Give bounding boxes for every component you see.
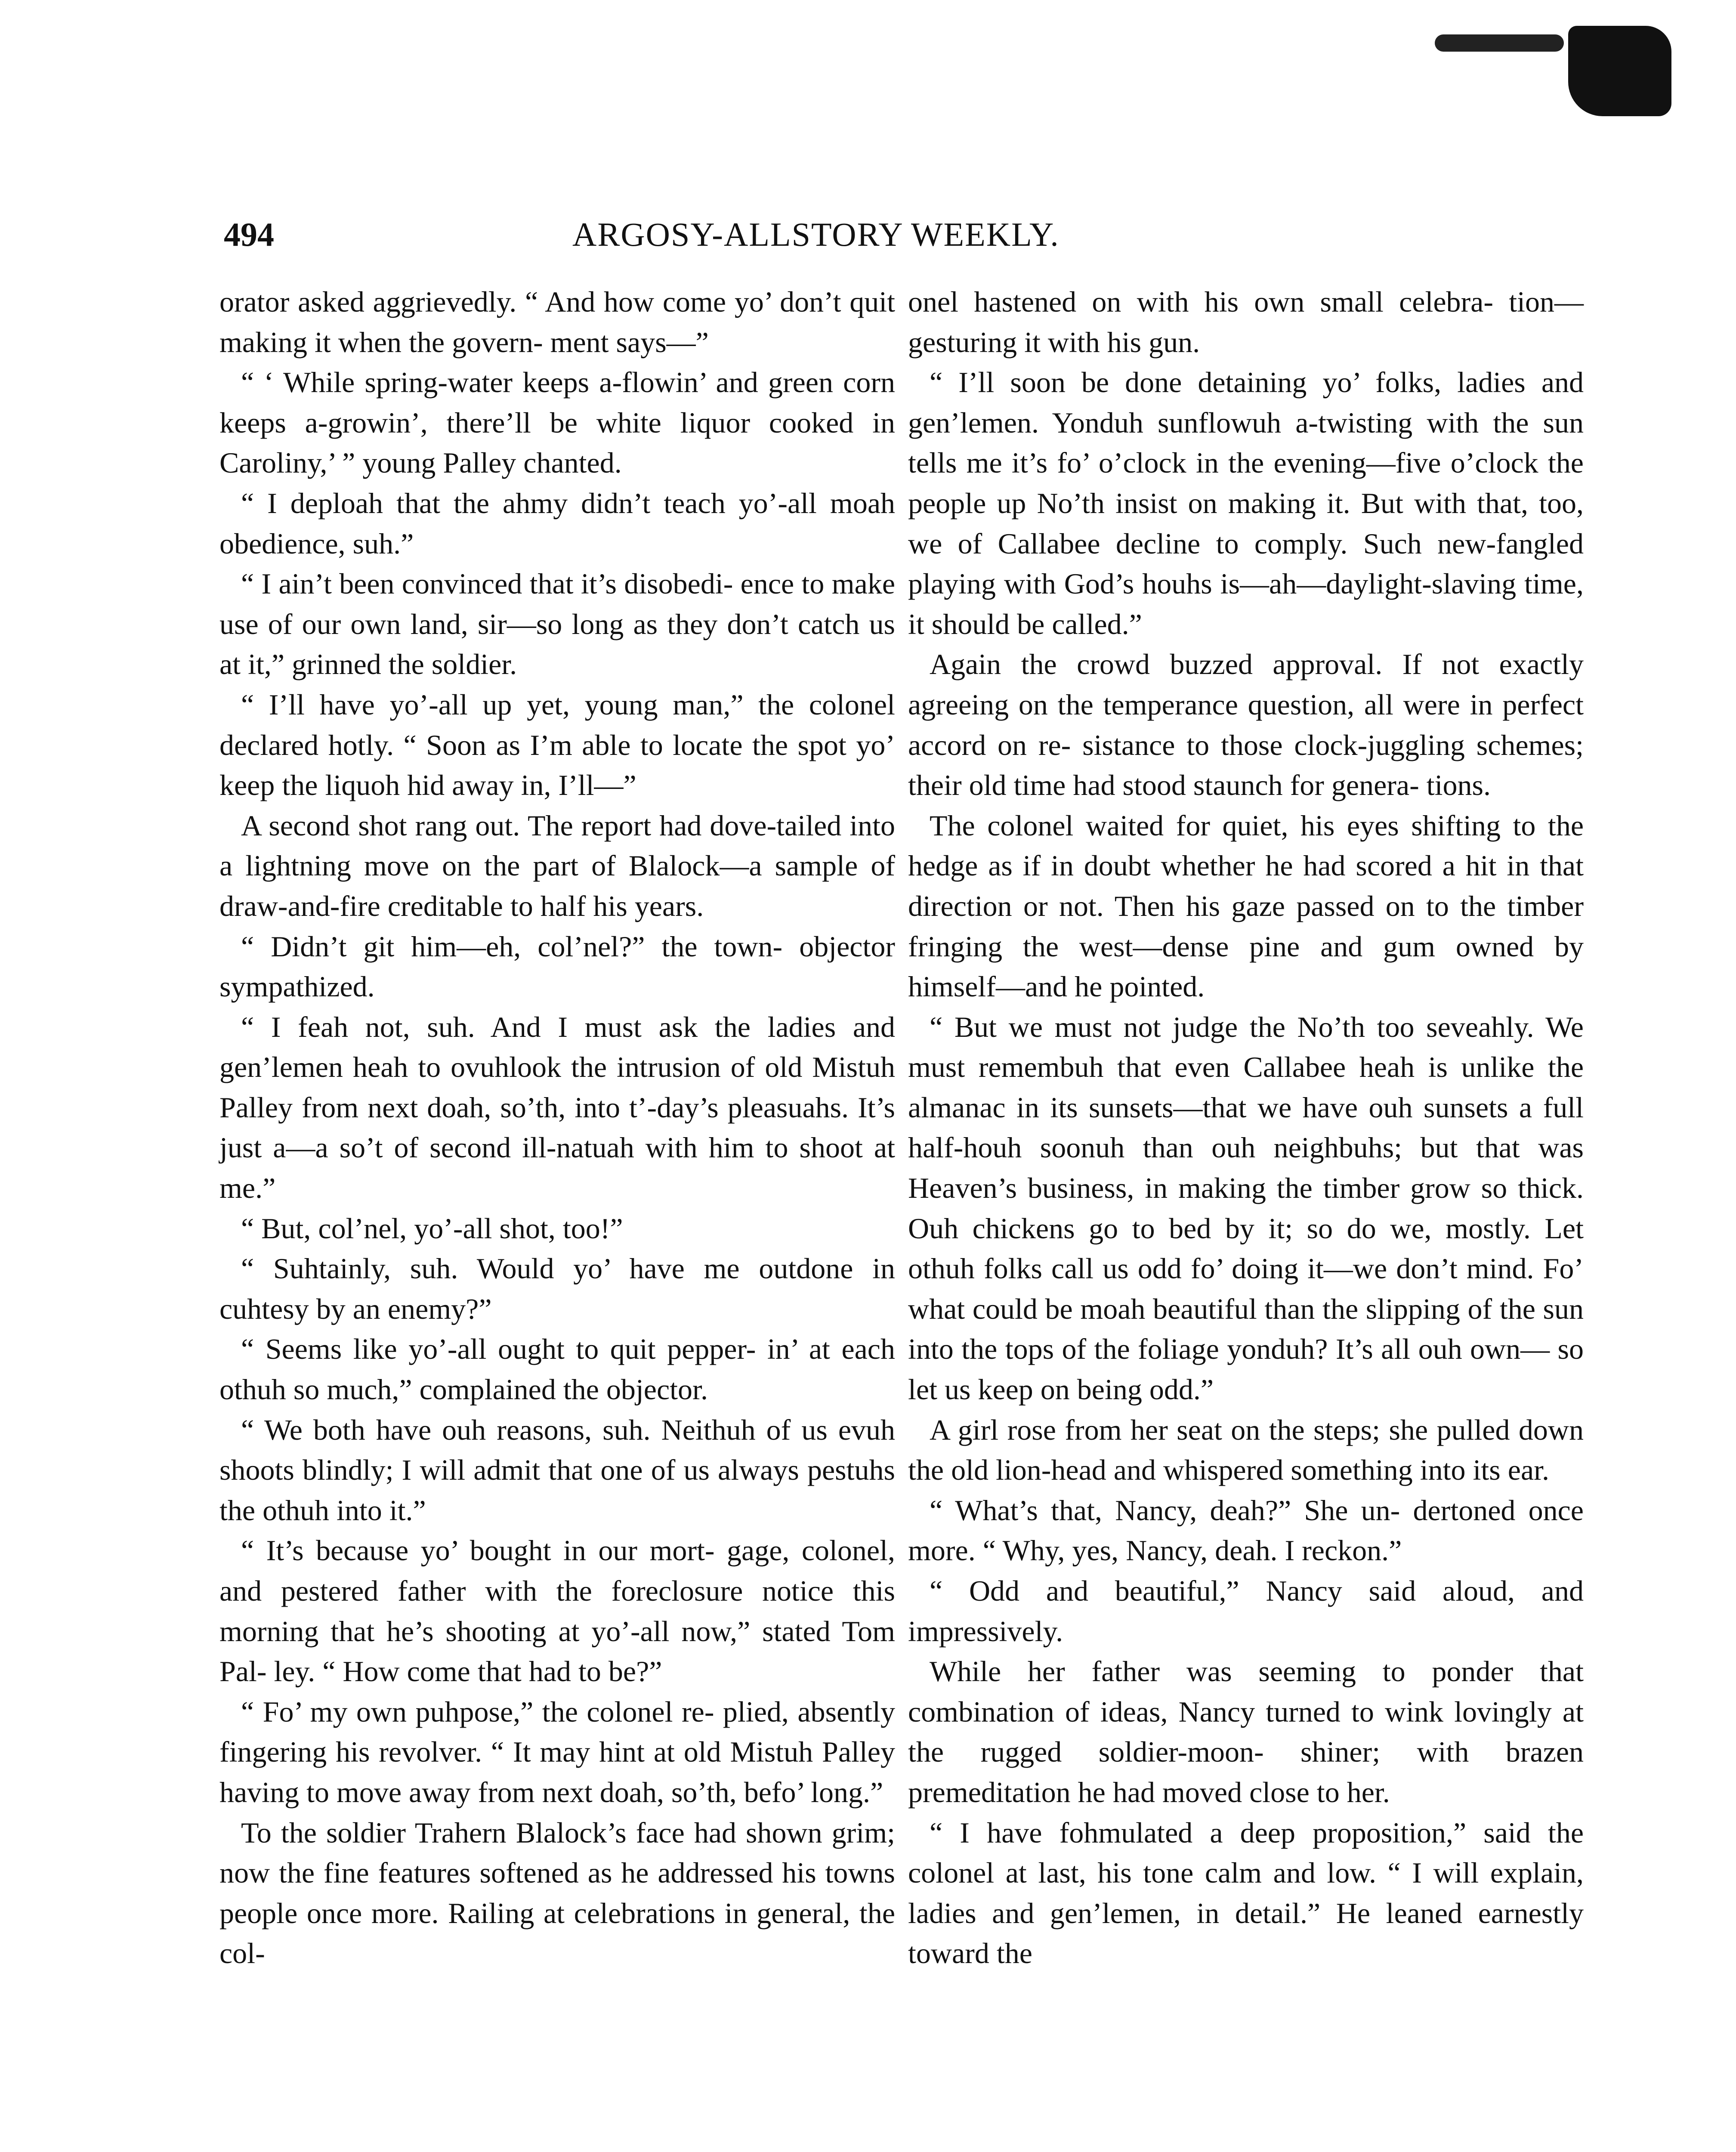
paragraph: “ Odd and beautiful,” Nancy said aloud, and impressively.	[908, 1574, 1584, 1648]
scan-artifact	[1568, 26, 1671, 116]
paragraph: To the soldier Trahern Blalock’s face had shown grim; now the fine features softened as he addressed his towns people once more. Railing at celebrations in general, the col-	[219, 1816, 895, 1970]
left-column	[219, 282, 895, 1974]
page-number: 494	[224, 216, 274, 253]
paragraph: “ Fo’ my own puhpose,” the colonel re- plied, absently fingering his revolver. “ It may hint at old Mistuh Palley having to move away from next doah, so’th, befo’ long.”	[219, 1695, 895, 1809]
right-column	[908, 282, 1584, 1974]
paragraph: “ It’s because yo’ bought in our mort- gage, colonel, and pestered father with the foreclosure notice this morning that he’s shooting at yo’-all now,” stated Tom Pal- ley. “ How come that had to be?”	[219, 1534, 895, 1688]
paragraph: While her father was seeming to ponder that combination of ideas, Nancy turned to wink lovingly at the rugged soldier-moon- shiner; with brazen premeditation he had moved close to her.	[908, 1655, 1584, 1809]
paragraph: onel hastened on with his own small celebra- tion—gesturing it with his gun.	[908, 285, 1584, 359]
scan-artifact	[1435, 34, 1564, 52]
paragraph: “ I feah not, suh. And I must ask the ladies and gen’lemen heah to ovuhlook the intrusion of old Mistuh Palley from next doah, so’th, into t’-day’s pleasuahs. It’s just a—a so’t of second ill-natuah with him to shoot at me.”	[219, 1010, 895, 1205]
paragraph: “ But we must not judge the No’th too seveahly. We must remembuh that even Callabee heah is unlike the almanac in its sunsets—that we have ouh sunsets a full half-houh soonuh than ouh neighbuhs; but that was Heaven’s business, in making the timber grow so thick. Ouh chickens go to bed by it; so do we, mostly. Let othuh folks call us odd fo’ doing it—we don’t mind. Fo’ what could be moah beautiful than the slipping of the sun into the tops of the foliage yonduh? It’s all ouh own— so let us keep on being odd.”	[908, 1010, 1584, 1406]
paragraph: Again the crowd buzzed approval. If not exactly agreeing on the temperance question, all were in perfect accord on re- sistance to those clock-juggling schemes; their old time had stood staunch for genera- tions.	[908, 648, 1584, 802]
paragraph: “ I deploah that the ahmy didn’t teach yo’-all moah obedience, suh.”	[219, 486, 895, 560]
paragraph: A second shot rang out. The report had dove-tailed into a lightning move on the part of Blalock—a sample of draw-and-fire creditable to half his years.	[219, 809, 895, 922]
paragraph: “ I ain’t been convinced that it’s disobedi- ence to make use of our own land, sir—so long as they don’t catch us at it,” grinned the soldier.	[219, 567, 895, 681]
paragraph: “ Didn’t git him—eh, col’nel?” the town- objector sympathized.	[219, 930, 895, 1003]
paragraph: A girl rose from her seat on the steps; she pulled down the old lion-head and whispered something into its ear.	[908, 1413, 1584, 1487]
paragraph: “ What’s that, Nancy, deah?” She un- dertoned once more. “ Why, yes, Nancy, deah. I reckon.”	[908, 1493, 1584, 1567]
paragraph: “ But, col’nel, yo’-all shot, too!”	[241, 1212, 623, 1245]
paragraph: “ Seems like yo’-all ought to quit pepper- in’ at each othuh so much,” complained the objector.	[219, 1333, 895, 1406]
paragraph: “ I’ll soon be done detaining yo’ folks, ladies and gen’lemen. Yonduh sunflowuh a-twisting with the sun tells me it’s fo’ o’clock in the evening—five o’clock the people up No’th insist on making it. But with that, too, we of Callabee decline to comply. Such new-fangled playing with God’s houhs is—ah—daylight-slaving time, it should be called.”	[908, 366, 1584, 640]
paragraph: The colonel waited for quiet, his eyes shifting to the hedge as if in doubt whether he had scored a hit in that direction or not. Then his gaze passed on to the timber fringing the west—dense pine and gum owned by himself—and he pointed.	[908, 809, 1584, 1003]
paragraph: “ I have fohmulated a deep proposition,” said the colonel at last, his tone calm and low. “ I will explain, ladies and gen’lemen, in detail.” He leaned earnestly toward the	[908, 1816, 1584, 1970]
paragraph: “ Suhtainly, suh. Would yo’ have me outdone in cuhtesy by an enemy?”	[219, 1252, 895, 1325]
paragraph: “ We both have ouh reasons, suh. Neithuh of us evuh shoots blindly; I will admit that one of us always pestuhs the othuh into it.”	[219, 1413, 895, 1527]
page-header	[215, 215, 1555, 275]
running-head: ARGOSY-ALLSTORY WEEKLY.	[572, 216, 1060, 253]
paragraph: orator asked aggrievedly. “ And how come yo’ don’t quit making it when the govern- ment says—”	[219, 285, 895, 359]
paragraph: “ ‘ While spring-water keeps a-flowin’ and green corn keeps a-growin’, there’ll be white liquor cooked in Caroliny,’ ” young Palley chanted.	[219, 366, 895, 479]
paragraph: “ I’ll have yo’-all up yet, young man,” the colonel declared hotly. “ Soon as I’m able to locate the spot yo’ keep the liquoh hid away in, I’ll—”	[219, 688, 895, 802]
